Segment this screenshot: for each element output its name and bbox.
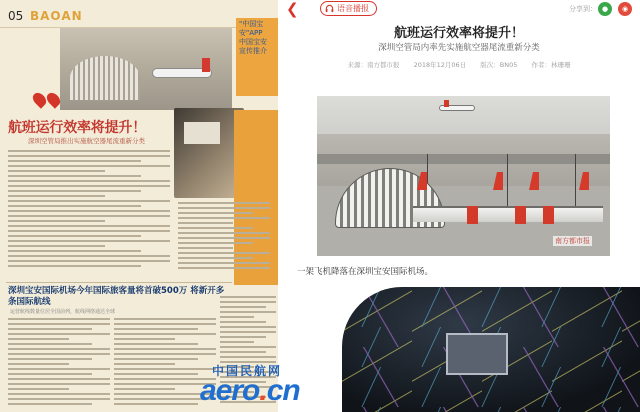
newspaper-side-text: "中国宝 安"APP 中国宝安 宣传推介: [239, 20, 267, 55]
article-subtitle: 深圳空管局内率先实施航空器尾流重新分类: [378, 43, 540, 53]
section-name: BAOAN: [30, 9, 83, 23]
share-label: 分享到：: [569, 5, 597, 13]
newspaper-headline: 航班运行效率将提升！: [8, 120, 146, 136]
photo-watermark: 南方都市报: [555, 237, 590, 245]
newspaper-page: [0, 0, 278, 412]
article-photo-airport: [317, 96, 610, 256]
aero-cn-logo: [200, 362, 360, 412]
photo-caption: 一架飞机降落在深圳宝安国际机场。: [297, 267, 434, 277]
newspaper-body-text: [178, 202, 270, 270]
weibo-icon[interactable]: ◉: [618, 2, 632, 16]
divider: [6, 282, 232, 283]
article-edition: 版次：BN05: [480, 61, 518, 69]
newspaper-body-text: [8, 318, 110, 408]
newspaper-subheadline-2: 运营航线数量位居全国前列，航线网络通达全球: [10, 309, 116, 315]
article-photo-control-room: [342, 287, 640, 412]
article-source: 来源：南方都市报: [347, 61, 400, 69]
article-date: 2018年12月06日: [413, 61, 467, 69]
audio-playback-button[interactable]: [320, 1, 377, 16]
newspaper-body-text: [8, 150, 170, 272]
page-number: 05: [8, 9, 24, 23]
logo-english-text: aero.cn: [200, 374, 300, 407]
article-meta: [278, 60, 640, 69]
logo-chinese-text: 中国民航网: [212, 364, 283, 378]
newspaper-photo: [60, 28, 232, 110]
article-author: 作者：林珊珊: [531, 61, 571, 69]
article-toolbar: [278, 0, 640, 18]
newspaper-subheadline: 深圳空管局推出实施航空器尾流重新分类: [28, 137, 145, 145]
audio-playback-label: 语音播报: [337, 4, 369, 13]
headphone-icon: [325, 4, 334, 13]
article-title: 航班运行效率将提升！: [393, 26, 524, 41]
back-arrow-icon[interactable]: ❮: [286, 0, 299, 18]
article-panel: [278, 0, 640, 412]
newspaper-headline-2: 深圳宝安国际机场今年国际旅客量将首破500万 将新开多条国际航线: [8, 286, 225, 307]
wechat-icon[interactable]: ●: [598, 2, 612, 16]
